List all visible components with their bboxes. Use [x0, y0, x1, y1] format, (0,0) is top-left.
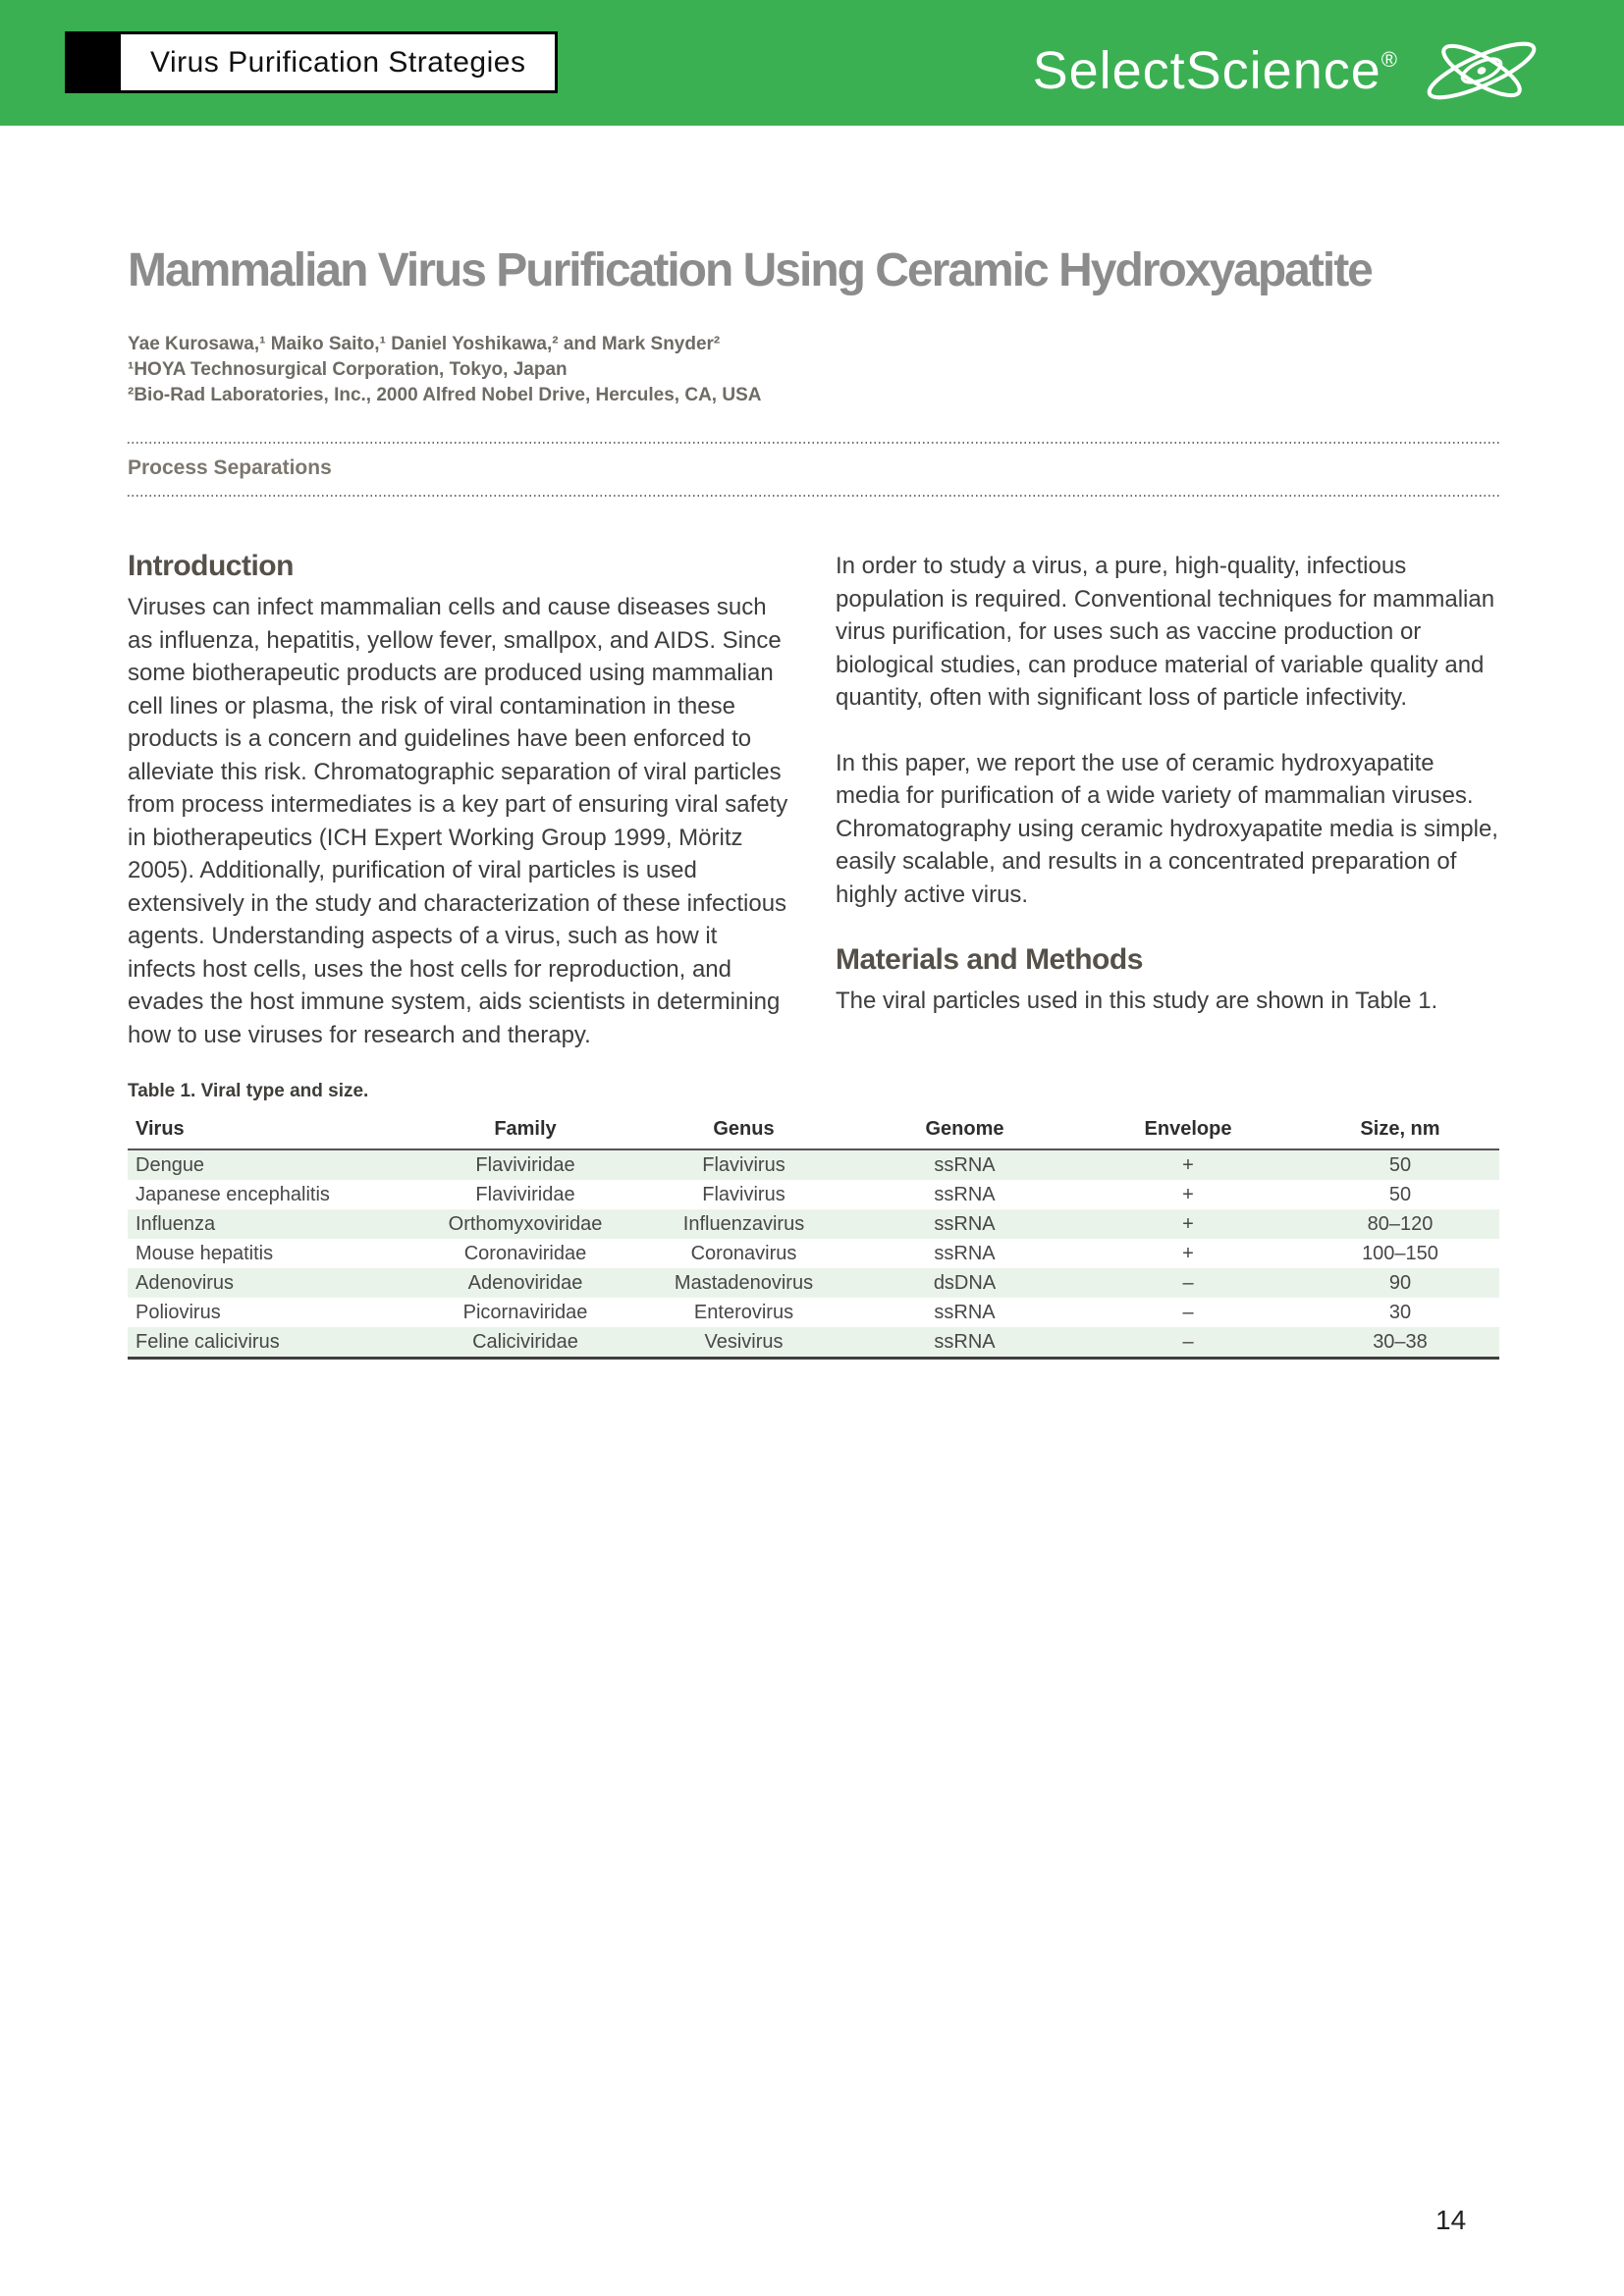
- article-content: [128, 126, 1499, 1360]
- cell-virus: Feline calicivirus: [128, 1327, 417, 1359]
- cell-virus: Japanese encephalitis: [135, 1183, 330, 1205]
- column-header-size: Size, nm: [1301, 1114, 1499, 1149]
- cell-family: Coronaviridae: [463, 1242, 587, 1264]
- cell-size: 50: [1388, 1183, 1412, 1205]
- cell-envelope: –: [1075, 1268, 1301, 1298]
- cell-envelope: –: [1182, 1301, 1194, 1323]
- article-title: Mammalian Virus Purification Using Ceramic Hydroxyapatite: [128, 244, 1372, 296]
- cell-genome: ssRNA: [854, 1327, 1075, 1359]
- table-row: [128, 1209, 1499, 1239]
- introduction-heading: Introduction: [128, 550, 294, 582]
- cell-envelope: +: [1075, 1149, 1301, 1180]
- table-header-row: [128, 1114, 1499, 1149]
- affiliation-1: ¹HOYA Technosurgical Corporation, Tokyo, Japan: [128, 359, 568, 380]
- cell-genome: ssRNA: [934, 1301, 996, 1323]
- cell-genome: ssRNA: [934, 1242, 996, 1264]
- cell-size: 90: [1301, 1268, 1499, 1298]
- author-line: Yae Kurosawa,¹ Maiko Saito,¹ Daniel Yoshikawa,² and Mark Snyder²: [128, 334, 721, 354]
- table-row: [128, 1239, 1499, 1268]
- cell-genus: Vesivirus: [633, 1327, 854, 1359]
- registered-trademark-symbol: ®: [1380, 47, 1398, 72]
- cell-virus: Poliovirus: [135, 1301, 221, 1323]
- cell-virus: Influenza: [128, 1209, 417, 1239]
- cell-genus: Flavivirus: [702, 1183, 785, 1205]
- series-badge-label: Virus Purification Strategies: [118, 31, 558, 93]
- cell-envelope: –: [1075, 1327, 1301, 1359]
- cell-size: 100–150: [1362, 1242, 1438, 1264]
- selectscience-logo: [1033, 22, 1545, 120]
- cell-genome: ssRNA: [854, 1209, 1075, 1239]
- cell-genome: ssRNA: [854, 1149, 1075, 1180]
- wordmark-text: SelectScience: [1032, 41, 1381, 100]
- viral-type-size-table: [128, 1114, 1499, 1360]
- cell-size: 50: [1301, 1149, 1499, 1180]
- cell-genus: Coronavirus: [690, 1242, 797, 1264]
- cell-envelope: +: [1182, 1242, 1194, 1264]
- table-row: [128, 1180, 1499, 1209]
- left-column: [128, 550, 791, 1051]
- atom-orbit-icon: [1418, 22, 1545, 120]
- materials-methods-heading: Materials and Methods: [836, 943, 1143, 976]
- cell-genome: dsDNA: [854, 1268, 1075, 1298]
- dotted-divider-bottom: [128, 495, 1499, 497]
- table-row: [128, 1298, 1499, 1327]
- cell-genus: Influenzavirus: [633, 1209, 854, 1239]
- cell-virus: Adenovirus: [128, 1268, 417, 1298]
- page-number: 14: [1435, 2205, 1467, 2235]
- cell-genus: Flavivirus: [633, 1149, 854, 1180]
- header-band: [0, 0, 1624, 126]
- materials-methods-paragraph: The viral particles used in this study are shown in Table 1.: [836, 988, 1438, 1014]
- table-row: [128, 1327, 1499, 1359]
- table-row: [128, 1268, 1499, 1298]
- right-paragraph-1: In order to study a virus, a pure, high-quality, infectious population is required. Conventional techniques for mammalian virus purification, for uses such as vaccine production or biological studies, can produce material of variable quality and quantity, often with significant loss of particle infectivity.: [836, 553, 1495, 711]
- column-header-genus: Genus: [633, 1114, 854, 1149]
- cell-envelope: +: [1182, 1183, 1194, 1205]
- cell-genus: Mastadenovirus: [633, 1268, 854, 1298]
- cell-virus: Mouse hepatitis: [135, 1242, 274, 1264]
- cell-family: Caliciviridae: [417, 1327, 633, 1359]
- series-badge: [65, 31, 558, 93]
- right-column: [836, 550, 1499, 1051]
- author-block: [128, 332, 1499, 408]
- table-caption: Table 1. Viral type and size.: [128, 1081, 369, 1101]
- selectscience-wordmark: [1033, 40, 1398, 101]
- cell-family: Orthomyxoviridae: [417, 1209, 633, 1239]
- category-label: Process Separations: [128, 456, 332, 479]
- cell-family: Flaviviridae: [475, 1183, 575, 1205]
- cell-genus: Enterovirus: [693, 1301, 794, 1323]
- column-header-envelope: Envelope: [1075, 1114, 1301, 1149]
- cell-size: 30–38: [1301, 1327, 1499, 1359]
- right-paragraph-2: In this paper, we report the use of ceramic hydroxyapatite media for purification of a wide variety of mammalian viruses. Chromatography using ceramic hydroxyapatite media is simple, easily scalable, and results in a concentrated preparation of highly active virus.: [836, 749, 1498, 908]
- two-column-body: [128, 550, 1499, 1051]
- column-header-virus: Virus: [128, 1114, 417, 1149]
- introduction-paragraph: Viruses can infect mammalian cells and cause diseases such as influenza, hepatitis, yellow fever, smallpox, and AIDS. Since some biotherapeutic products are produced using mammalian cell lines or plasma, the risk of viral contamination in these products is a concern and guidelines have been enforced to alleviate this risk. Chromatographic separation of viral particles from process intermediates is a key part of ensuring viral safety in biotherapeutics (ICH Expert Working Group 1999, Möritz 2005). Additionally, purification of viral particles is used extensively in the study and characterization of these infectious agents. Understanding aspects of a virus, such as how it infects host cells, uses the host cells for reproduction, and evades the host immune system, aids scientists in determining how to use viruses for research and therapy.: [128, 594, 788, 1048]
- cell-virus: Dengue: [128, 1149, 417, 1180]
- cell-envelope: +: [1075, 1209, 1301, 1239]
- cell-genome: ssRNA: [934, 1183, 996, 1205]
- column-header-family: Family: [417, 1114, 633, 1149]
- cell-family: Adenoviridae: [417, 1268, 633, 1298]
- column-header-genome: Genome: [854, 1114, 1075, 1149]
- table-row: [128, 1149, 1499, 1180]
- cell-size: 80–120: [1301, 1209, 1499, 1239]
- badge-black-tab: [65, 31, 118, 93]
- cell-size: 30: [1388, 1301, 1412, 1323]
- cell-family: Flaviviridae: [417, 1149, 633, 1180]
- cell-family: Picornaviridae: [462, 1301, 588, 1323]
- affiliation-2: ²Bio-Rad Laboratories, Inc., 2000 Alfred Nobel Drive, Hercules, CA, USA: [128, 385, 762, 405]
